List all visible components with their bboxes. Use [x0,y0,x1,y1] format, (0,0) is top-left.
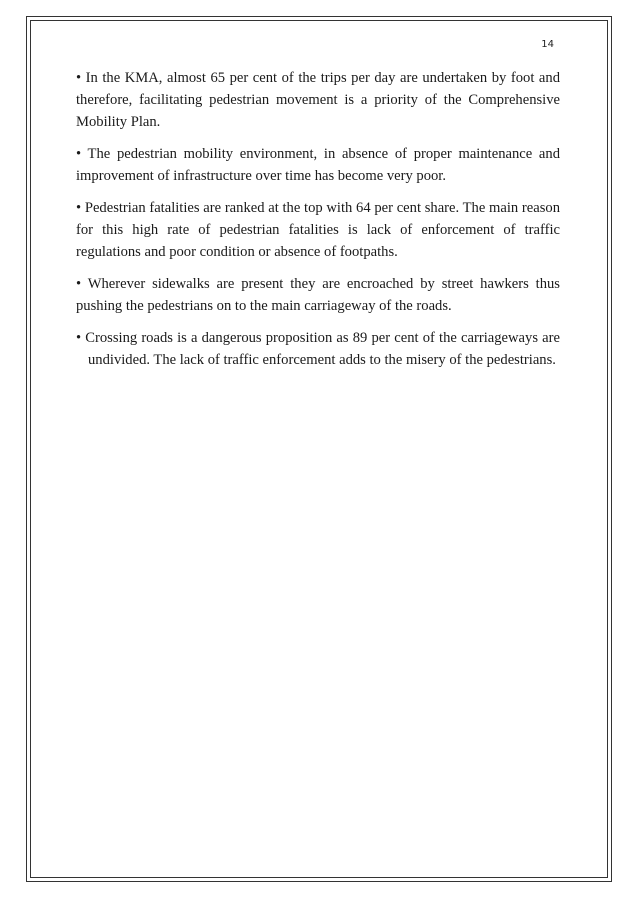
bullet-paragraph-2: • The pedestrian mobility environment, in absence of proper maintenance and improvement of infrastructure over time has become very poor. [76,146,560,184]
bullet-paragraph-1: • In the KMA, almost 65 per cent of the trips per day are undertaken by foot and therefore, facilitating pedestrian movement is a priority of the Comprehensive Mobility Plan. [76,70,560,130]
document-body [76,67,560,381]
bullet-paragraph-5: • Crossing roads is a dangerous proposition as 89 per cent of the carriageways are undivided. The lack of traffic enforcement adds to the misery of the pedestrians. [76,330,560,368]
bullet-paragraph-3: • Pedestrian fatalities are ranked at the top with 64 per cent share. The main reason for this high rate of pedestrian fatalities is lack of enforcement of traffic regulations and poor condition or absence of footpaths. [76,200,560,260]
page-number: 14 [541,39,554,50]
bullet-paragraph-4: • Wherever sidewalks are present they are encroached by street hawkers thus pushing the pedestrians on to the main carriageway of the roads. [76,276,560,314]
